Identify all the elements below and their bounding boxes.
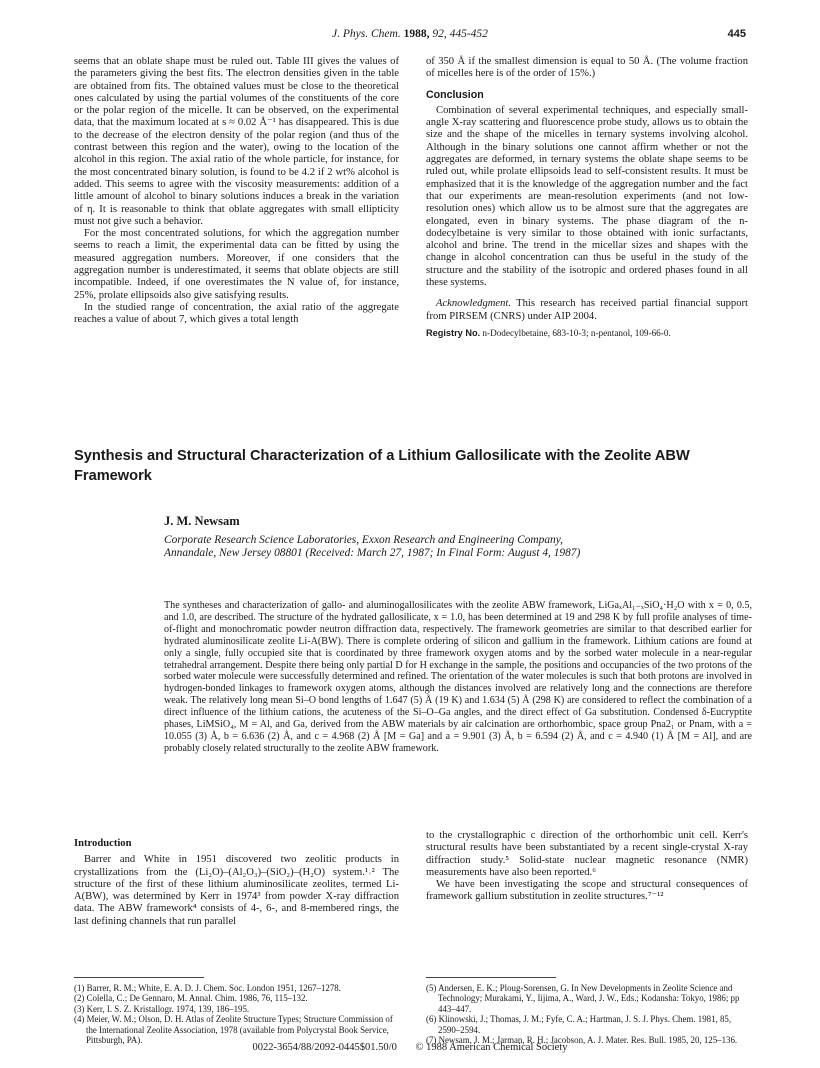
footnote: (6) Klinowski, J.; Thomas, J. M.; Fyfe, C. A.; Hartman, J. S. J. Phys. Chem. 1981, 85, 2590–2594. (426, 1014, 732, 1035)
footnotes-right (426, 983, 748, 1045)
author-name: J. M. Newsam (164, 514, 240, 528)
footnote: (7) Newsam, J. M.; Jarman, R. H.; Jacobson, A. J. Mater. Res. Bull. 1985, 20, 125–136. (426, 1035, 738, 1046)
footnote: (1) Barrer, R. M.; White, E. A. D. J. Chem. Soc. London 1951, 1267–1278. (74, 983, 341, 993)
footnote: (4) Meier, W. M.; Olson, D. H. Atlas of Zeolite Structure Types; Structure Commission of the International Zeolite Association, 1978 (available from Polycrystal Book Service, Pittsburgh, PA). (74, 1014, 393, 1046)
introduction-right-column (426, 830, 748, 904)
journal-volume-pages: 92, 445-452 (432, 28, 488, 40)
paragraph: For the most concentrated solutions, for which the aggregation number seems to reach a limit, the experimental data can be fitted by using the measured aggregation numbers. Moreover, if one considers that the aggregation number is underestimated, it seems that oblate objects are still incompatible. Indeed, if one overestimates the N value of, for instance, 25%, prolate ellipsoids also give satisfying results. (74, 228, 399, 301)
paragraph: In the studied range of concentration, the axial ratio of the aggregate reaches a value of about 7, which gives a total length (74, 301, 399, 326)
acknowledgment-label: Acknowledgment. (436, 298, 512, 310)
journal-name: J. Phys. Chem. (332, 28, 401, 40)
conclusion-heading: Conclusion (426, 88, 484, 101)
footnote: (5) Andersen, E. K.; Ploug-Sorensen, G. In New Developments in Zeolite Science and Technology; Murakami, Y., Iijima, A., Ward, J. W., Eds.; Kodansha: Tokyo, 1986; pp 443–447. (426, 983, 740, 1014)
registry-label: Registry No. (426, 327, 481, 338)
article-title: Synthesis and Structural Characterization of a Lithium Gallosilicate with the Zeolite ABW Framework (74, 448, 690, 484)
footnote-divider (426, 977, 556, 978)
registry-numbers (426, 328, 748, 339)
introduction-left-column (74, 830, 399, 928)
footnote-divider (74, 977, 204, 978)
footnote: (2) Colella, C.; De Gennaro, M. Annal. Chim. 1986, 76, 115–132. (74, 993, 308, 1004)
affiliation-line: Corporate Research Science Laboratories, Exxon Research and Engineering Company, (164, 534, 564, 546)
article-code: 0022-3654/88/2092-0445$01.50/0 (252, 1042, 397, 1053)
journal-citation (74, 28, 746, 40)
running-head (74, 28, 746, 44)
paragraph: seems that an oblate shape must be ruled out. Table III gives the values of the parameters giving the best fits. The electron densities given in the table are obtained from fits. The obtained values must be close to the theoretical ones calculated by using the partial volumes of the constituents of the core or the polar region of the micelle. It can be observed, on the experimental data, that the maximum located at s ≈ 0.02 Å⁻¹ has disappeared. This is due to the decrease of the electron density of the polar region (and thus of the contrast between this region and the water), owing to the location of the alcohol in this region. The axial ratio of the whole particle, for instance, for the most concentrated binary solution, is found to be 4.2 if 2 wt% alcohol is added. This seems to agree with the viscosity measurements: addition of a little amount of alcohol to binary solutions induces a break in the variation of η. It is reasonable to think that oblate aggregates with small ellipticity must not give such a behavior. (74, 56, 399, 227)
author-affiliation (164, 534, 754, 561)
footnote: (3) Kerr, I. S. Z. Kristallogr. 1974, 139, 186–195. (74, 1003, 250, 1014)
paragraph: to the crystallographic c direction of the orthorhombic unit cell. Kerr's structural results have been substantiated by a recent single-crystal X-ray diffraction study.⁵ Solid-state nuclear magnetic resonance (NMR) measurements have also been reported.⁶ (426, 830, 748, 878)
copyright-notice: © 1988 American Chemical Society (415, 1042, 568, 1053)
page-footer (0, 1042, 820, 1053)
abstract: The syntheses and characterization of gallo- and aluminogallosilicates with the zeolite ABW framework, LiGaₓAl₁₋ₓSiO₄·H₂O with x = 0, 0.5, and 1.0, are described. The structure of the hydrated gallosilicate, x = 1.0, has been determined at 19 and 298 K by full profile analyses of time-of-flight and monochromatic powder neutron diffraction data, respectively. The framework geometries are similar to that described earlier for hydrated aluminosilicate zeolite Li-A(BW). There is complete ordering of silicon and gallium in the framework. Lithium cations are found at only a single, fully occupied site that is coordinated by three framework oxygen atoms and by the sorbed water molecule in a near-regular tetrahedral arrangement. Despite there being only partial D for H exchange in the sample, the positions and occupancies of the two protons of the sorbed water molecule were successfully determined and refined. The orientation of the water molecules is such that both protons are involved in hydrogen-bonded linkages to framework oxygen atoms, although the distances involved are relatively long and the connections are therefore weak. The relatively long mean Si–O bond lengths of 1.647 (5) Å (19 K) and 1.634 (5) Å (298 K) are considered to reflect the combination of a direct influence of the lithium cations, the acuteness of the Si–O–Ga angles, and the direct effect of Ga substitution. Condensed δ-Eucryptite phases, LiMSiO₄, M = Al, and Ga, derived from the ABW materials by air calcination are orthorhombic, space group Pna2₁ or Pnam, with a = 10.055 (3) Å, b = 6.636 (2) Å, and c = 4.968 (2) Å [M = Ga] and a = 9.901 (3) Å, b = 6.594 (2) Å, and c = 4.940 (1) Å [M = Al], and are probably closely related structurally to the zeolite ABW framework. (164, 600, 752, 754)
paragraph: We have been investigating the scope and structural consequences of framework gallium substitution in zeolite structures.⁷⁻¹² (426, 879, 748, 903)
acknowledgment (426, 298, 748, 323)
previous-article-left-column (74, 56, 399, 327)
affiliation-received-line: Annandale, New Jersey 08801 (Received: March 27, 1987; In Final Form: August 4, 1987) (164, 547, 581, 560)
introduction-heading: Introduction (74, 838, 132, 849)
footnotes-left (74, 983, 401, 1045)
page-number: 445 (727, 28, 746, 40)
paragraph: of 350 Å if the smallest dimension is equal to 50 Å. (The volume fraction of micelles here is of the order of 15%.) (426, 56, 748, 80)
acknowledgment-text: This research has received partial financial support from PIRSEM (CNRS) under AIP 2004. (426, 298, 748, 322)
paragraph: Barrer and White in 1951 discovered two zeolitic products in crystallizations from the (Li₂O)–(Al₂O₃)–(SiO₂)–(H₂O) system.¹˒² The structure of the first of these lithium aluminosilicate zeolites, termed Li-A(BW), was determined by Kerr in 1974³ from powder X-ray diffraction data. The ABW framework⁴ consists of 4-, 6-, and 8-membered rings, the last defining channels that run parallel (74, 854, 399, 927)
conclusion-paragraph: Combination of several experimental techniques, and especially small-angle X-ray scattering and fluorescence probe study, allows us to obtain the size and the shape of the micelles in ternary systems involving alcohol. Although in the binary solutions one cannot affirm whether or not the aggregates are deformed, in ternary systems the oblate shape seems to be ruled out, while prolate ellipsoids lead to self-consistent results. It must be emphasized that it is the knowledge of the aggregation number and the fact that our experiments are mean-resolution experiments (and not low-resolution ones) which allow us to be almost sure that the aggregates are elongated, even in binary systems. The phase diagram of the n-dodecylbetaine is very similar to those obtained with ionic surfactants, alcohol and brine. The trend in the micellar sizes and shapes with the change in alcohol concentration can thus be useful in the study of the structure and the stability of the isotropic and ordered phases found in all these systems. (426, 104, 748, 289)
journal-year: 1988, (403, 28, 430, 40)
registry-text: n-Dodecylbetaine, 683-10-3; n-pentanol, 109-66-0. (482, 327, 671, 338)
previous-article-right-column (426, 56, 748, 339)
